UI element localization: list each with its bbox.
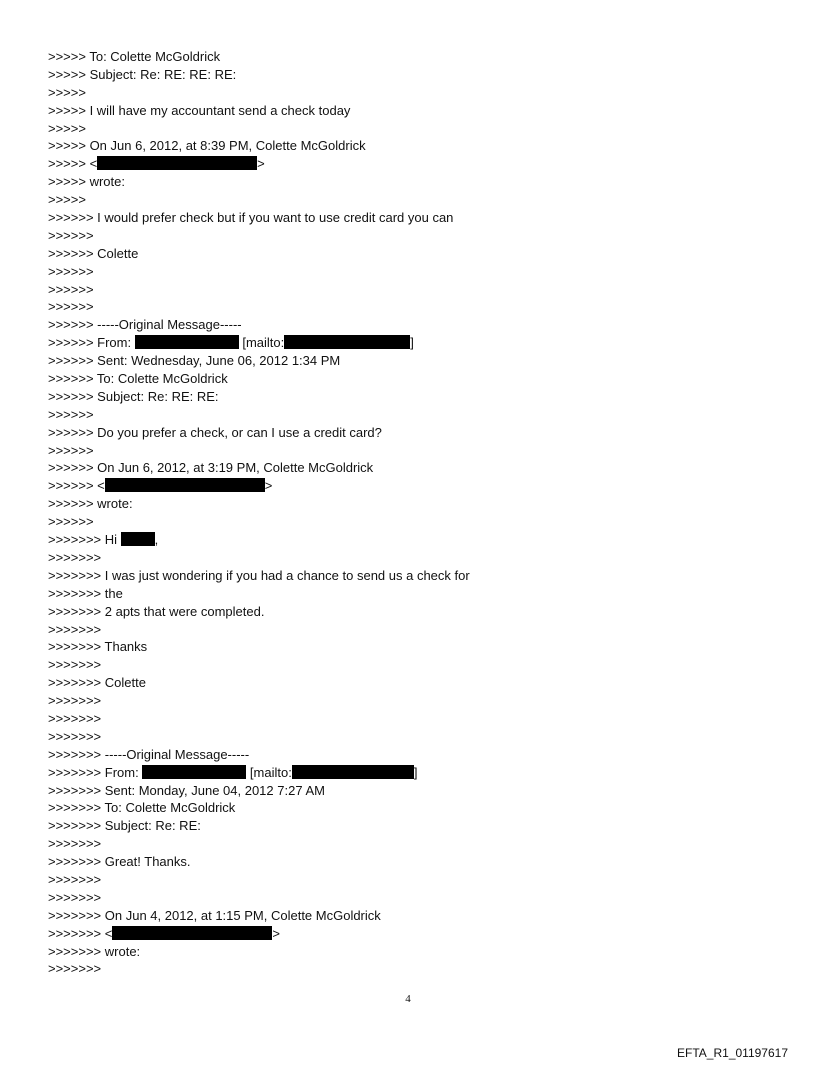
- line-text: >>>>> To: Colette McGoldrick: [48, 49, 221, 64]
- line-text: >>>>>>> <: [48, 925, 113, 941]
- line-text: >>>>>>>: [48, 889, 102, 905]
- line-text: >>>>>>>: [48, 871, 102, 887]
- email-line: [48, 459, 768, 477]
- email-line: [48, 316, 768, 334]
- redaction-box: [284, 335, 410, 349]
- line-text: >>>>>>> From:: [48, 764, 143, 780]
- email-line: [48, 227, 768, 245]
- email-line: [48, 137, 768, 155]
- email-line: [48, 656, 768, 674]
- redaction-box: [135, 335, 239, 349]
- email-line: [48, 943, 768, 961]
- line-text: >>>>>: [48, 192, 86, 208]
- email-line: [48, 155, 768, 173]
- line-text: >>>>>>> Colette: [48, 675, 146, 691]
- email-line: [48, 710, 768, 728]
- email-line: [48, 66, 768, 84]
- email-line: [48, 120, 768, 138]
- email-line: [48, 191, 768, 209]
- redaction-box: [97, 156, 257, 170]
- line-text: >>>>> I will have my accountant send a check today: [48, 102, 351, 118]
- line-text: >>>>> On Jun 6, 2012, at 8:39 PM, Colette McGoldrick: [48, 138, 366, 154]
- email-body: [48, 48, 768, 978]
- line-text: >>>>>>> Sent: Monday, June 04, 2012 7:27 AM: [48, 782, 325, 798]
- email-line: [48, 245, 768, 263]
- line-text: >>>>>> I would prefer check but if you want to use credit card you can: [48, 210, 454, 226]
- line-text: >>>>>>>: [48, 961, 102, 977]
- email-line: [48, 764, 768, 782]
- email-line: [48, 370, 768, 388]
- email-line: [48, 925, 768, 943]
- line-text: >>>>>>: [48, 514, 94, 530]
- email-line: [48, 585, 768, 603]
- line-text: >>>>>>> wrote:: [48, 943, 141, 959]
- email-line: [48, 84, 768, 102]
- redaction-box: [105, 478, 265, 492]
- email-line: [48, 567, 768, 585]
- email-line: [48, 692, 768, 710]
- line-text: >>>>>>> Great! Thanks.: [48, 854, 191, 870]
- line-text: >>>>>>: [48, 406, 94, 422]
- line-text: ,: [154, 532, 159, 548]
- email-line: [48, 621, 768, 639]
- line-text: >>>>>> On Jun 6, 2012, at 3:19 PM, Colette McGoldrick: [48, 460, 374, 476]
- email-line: [48, 477, 768, 495]
- line-text: >>>>>>> Thanks: [48, 639, 148, 655]
- line-text: >>>>>>> -----Original Message-----: [48, 746, 250, 762]
- line-text: >>>>>>> I was just wondering if you had a chance to send us a check for: [48, 567, 470, 583]
- line-text: >>>>>> -----Original Message-----: [48, 317, 242, 333]
- email-line: [48, 209, 768, 227]
- email-line: [48, 531, 768, 549]
- email-line: [48, 102, 768, 120]
- email-line: [48, 263, 768, 281]
- redaction-box: [121, 532, 155, 546]
- email-line: [48, 352, 768, 370]
- page-number: 4: [405, 993, 411, 1005]
- line-text: >>>>>> To: Colette McGoldrick: [48, 371, 228, 387]
- redaction-box: [112, 926, 272, 940]
- email-line: [48, 549, 768, 567]
- line-text: >>>>>> <: [48, 478, 105, 494]
- redaction-box: [292, 765, 414, 779]
- email-line: [48, 782, 768, 800]
- email-line: [48, 298, 768, 316]
- email-line: [48, 281, 768, 299]
- email-line: [48, 817, 768, 835]
- line-text: [mailto:: [238, 335, 285, 351]
- email-line: [48, 48, 768, 66]
- email-line: [48, 603, 768, 621]
- line-text: >>>>>> From:: [48, 335, 135, 351]
- line-text: >>>>>>: [48, 299, 94, 315]
- line-text: >>>>> wrote:: [48, 174, 125, 190]
- line-text: >>>>>>: [48, 442, 94, 458]
- line-text: >>>>>>>: [48, 710, 102, 726]
- line-text: >>>>>>> On Jun 4, 2012, at 1:15 PM, Colette McGoldrick: [48, 907, 381, 923]
- line-text: [mailto:: [246, 764, 292, 780]
- line-text: ]: [413, 764, 418, 780]
- line-text: >>>>>> Subject: Re: RE: RE:: [48, 388, 219, 404]
- line-text: >>>>>: [48, 84, 86, 100]
- line-text: >>>>>>> Hi: [48, 532, 121, 548]
- email-line: [48, 746, 768, 764]
- redaction-box: [142, 765, 246, 779]
- email-line: [48, 728, 768, 746]
- line-text: >>>>>>> 2 apts that were completed.: [48, 603, 265, 619]
- line-text: >>>>> <: [48, 156, 98, 172]
- email-line: [48, 960, 768, 978]
- email-line: [48, 424, 768, 442]
- line-text: >>>>>>> To: Colette McGoldrick: [48, 800, 236, 816]
- line-text: >>>>>>>: [48, 657, 102, 673]
- line-text: >>>>>: [48, 120, 86, 136]
- line-text: >>>>>> Colette: [48, 245, 139, 261]
- line-text: >>>>>>>: [48, 728, 102, 744]
- line-text: >>>>>>: [48, 281, 94, 297]
- email-line: [48, 406, 768, 424]
- line-text: >>>>>>: [48, 227, 94, 243]
- line-text: >>>>>> Sent: Wednesday, June 06, 2012 1:34 PM: [48, 353, 341, 369]
- email-line: [48, 853, 768, 871]
- email-line: [48, 334, 768, 352]
- email-line: [48, 513, 768, 531]
- email-line: [48, 799, 768, 817]
- email-line: [48, 442, 768, 460]
- email-line: [48, 889, 768, 907]
- document-id: EFTA_R1_01197617: [677, 1046, 788, 1060]
- line-text: >>>>> Subject: Re: RE: RE: RE:: [48, 66, 237, 82]
- line-text: >>>>>>>: [48, 549, 102, 565]
- email-line: [48, 638, 768, 656]
- line-text: >>>>>> Do you prefer a check, or can I use a credit card?: [48, 424, 382, 440]
- line-text: >>>>>>> Subject: Re: RE:: [48, 818, 201, 834]
- line-text: >: [272, 925, 280, 941]
- line-text: >>>>>>> the: [48, 585, 123, 601]
- email-line: [48, 173, 768, 191]
- line-text: >: [264, 478, 273, 494]
- line-text: >>>>>> wrote:: [48, 496, 133, 512]
- email-line: [48, 495, 768, 513]
- line-text: >>>>>>>: [48, 621, 102, 637]
- line-text: >>>>>>>: [48, 836, 102, 852]
- line-text: ]: [410, 335, 414, 351]
- email-line: [48, 871, 768, 889]
- email-line: [48, 388, 768, 406]
- email-line: [48, 907, 768, 925]
- line-text: >>>>>>>: [48, 693, 102, 709]
- line-text: >>>>>>: [48, 263, 94, 279]
- line-text: >: [257, 156, 265, 172]
- email-line: [48, 835, 768, 853]
- email-line: [48, 674, 768, 692]
